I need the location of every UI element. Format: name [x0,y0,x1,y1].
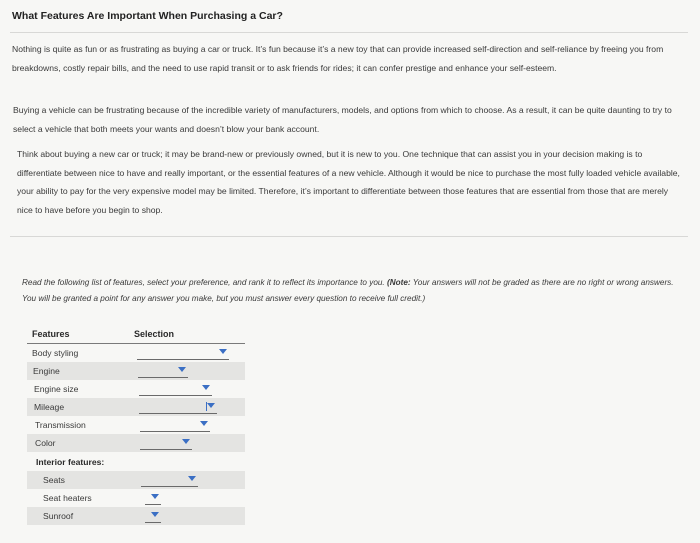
feature-label: Body styling [32,348,79,358]
transmission-select[interactable] [140,419,210,432]
table-row-engine [27,362,245,380]
table-row-engine-size [27,380,245,398]
table-row-seats [27,471,245,489]
divider [10,236,688,237]
dropdown-arrow-icon [151,512,159,517]
page-title: What Features Are Important When Purchasing a Car? [12,10,283,22]
table-row-sunroof [27,507,245,525]
instructions [22,275,682,307]
dropdown-arrow-icon [188,476,196,481]
table-row-color [27,434,245,452]
instructions-lead: Read the following list of features, select your preference, and rank it to reflect its importance to you. [22,278,387,287]
mileage-select[interactable] [139,401,217,414]
seats-select[interactable] [141,474,198,487]
dropdown-arrow-icon [219,349,227,354]
feature-label: Seats [43,475,65,485]
feature-label: Mileage [34,402,65,412]
table-row-transmission [27,416,245,434]
instructions-note: Your answers will not be graded as there are no right or wrong answers. You will be granted a point for any answer you make, but you must answer every question to receive full credit.) [22,278,674,303]
dropdown-arrow-icon [151,494,159,499]
table-row-interior-features [27,453,245,471]
table-row-seat-heaters [27,489,245,507]
intro-paragraph: Nothing is quite as fun or as frustrating as buying a car or truck. It’s fun because it’s a new toy that can provide increased self-direction and self-reliance by freeing you from breakdowns, costly repair bills, and the need to use rapid transit or to ask friends for rides; it can confer prestige and enhance your self-esteem. [12,44,664,73]
dropdown-arrow-icon [178,367,186,372]
engine-select[interactable] [138,365,188,378]
dropdown-arrow-icon [202,385,210,390]
seat-heaters-select[interactable] [145,492,161,505]
dropdown-arrow-icon [207,403,215,408]
sunroof-select[interactable] [145,510,161,523]
table-row-body-styling [27,344,245,362]
column-header-features: Features [32,329,70,339]
feature-label: Sunroof [43,511,74,521]
body-styling-select[interactable] [137,347,229,360]
divider [10,32,688,33]
dropdown-arrow-icon [182,439,190,444]
table-row-mileage [27,398,245,416]
engine-size-select[interactable] [139,383,212,396]
feature-label: Color [35,438,56,448]
section-label-interior-features: Interior features: [36,457,105,467]
color-select[interactable] [140,437,192,450]
dropdown-arrow-icon [200,421,208,426]
column-header-selection: Selection [134,329,175,339]
feature-label: Engine [33,366,60,376]
technique-paragraph: Think about buying a new car or truck; it may be brand-new or previously owned, but it is new to you. One technique that can assist you in your decision making is to differentiate between nice to have and really important, or the essential features of a new vehicle. Although it would be nice to purchase the most fully loaded vehicle available, your ability to pay for the very expensive model may be limited. Therefore, it’s important to differentiate between those features that are essential from those that are merely nice to have before you begin to shop. [17,149,680,215]
feature-label: Engine size [34,384,79,394]
instructions-note-label: (Note: [386,278,411,287]
frustration-paragraph: Buying a vehicle can be frustrating because of the incredible variety of manufacturers, models, and options from which to choose. As a result, it can be quite daunting to try to select a vehicle that both meets your wants and doesn’t blow your bank account. [13,105,672,134]
feature-label: Transmission [35,420,86,430]
feature-label: Seat heaters [43,493,92,503]
